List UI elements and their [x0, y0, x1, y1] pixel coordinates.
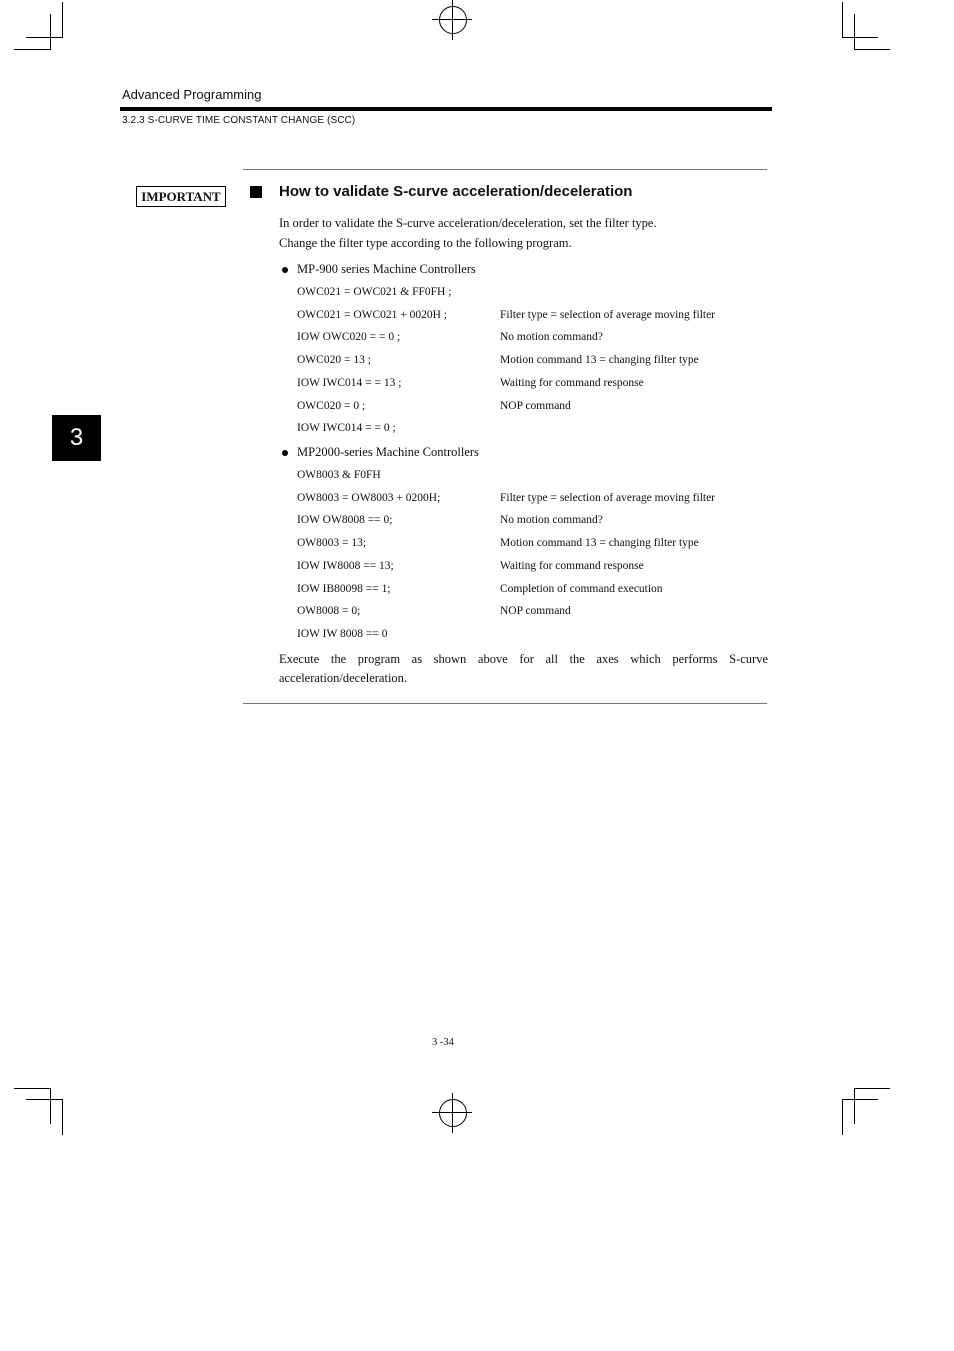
crop-mark [14, 49, 50, 50]
crop-mark [26, 37, 62, 38]
crop-mark [26, 1099, 62, 1100]
code-line: IOW IWC014 = = 13 ; [297, 377, 402, 389]
code-line: IOW IW 8008 == 0 [297, 628, 388, 640]
crop-mark [842, 2, 843, 38]
crop-mark [854, 49, 890, 50]
registration-mark [452, 1093, 453, 1133]
code-line: IOW IB80098 == 1; [297, 583, 391, 595]
crop-mark [62, 2, 63, 38]
registration-mark [439, 1099, 467, 1127]
code-line: OW8003 = OW8003 + 0200H; [297, 492, 441, 504]
section-top-rule [243, 169, 767, 170]
crop-mark [854, 1088, 890, 1089]
code-line: OW8008 = 0; [297, 605, 361, 617]
code-comment: NOP command [500, 605, 571, 617]
crop-mark [842, 37, 878, 38]
closing-paragraph: Execute the program as shown above for all the axes which performs S-curve acceleration/deceleration. [279, 652, 768, 685]
code-line: OWC021 = OWC021 & FF0FH ; [297, 286, 452, 298]
important-label: IMPORTANT [136, 186, 226, 207]
controller-group-title: MP2000-series Machine Controllers [297, 445, 479, 459]
header-rule [120, 107, 772, 111]
crop-mark [14, 1088, 50, 1089]
code-line: OWC020 = 0 ; [297, 400, 366, 412]
page-number: 3 -34 [432, 1037, 454, 1048]
code-line: IOW IW8008 == 13; [297, 560, 394, 572]
crop-mark [50, 14, 51, 50]
code-comment: Filter type = selection of average moving filter [500, 309, 716, 321]
code-comment: Motion command 13 = changing filter type [500, 537, 699, 549]
code-line: OWC021 = OWC021 + 0020H ; [297, 309, 448, 321]
crop-mark [50, 1088, 51, 1124]
bullet-icon [282, 267, 288, 273]
section-bottom-rule [243, 703, 767, 704]
crop-mark [842, 1099, 843, 1135]
crop-mark [854, 1088, 855, 1124]
running-header-section: 3.2.3 S-CURVE TIME CONSTANT CHANGE (SCC) [122, 115, 356, 126]
code-comment: No motion command? [500, 331, 603, 343]
crop-mark [842, 1099, 878, 1100]
registration-mark [439, 6, 467, 34]
code-comment: NOP command [500, 400, 571, 412]
running-header-title: Advanced Programming [122, 87, 262, 102]
chapter-tab: 3 [52, 415, 101, 461]
code-line: IOW OWC020 = = 0 ; [297, 331, 401, 343]
controller-group-title: MP-900 series Machine Controllers [297, 262, 476, 276]
intro-line: Change the filter type according to the following program. [279, 236, 572, 250]
code-comment: Completion of command execution [500, 583, 663, 595]
code-line: OWC020 = 13 ; [297, 354, 371, 366]
code-comment: Waiting for command response [500, 377, 644, 389]
code-line: IOW IWC014 = = 0 ; [297, 422, 396, 434]
intro-line: In order to validate the S-curve acceleration/deceleration, set the filter type. [279, 216, 657, 230]
bullet-icon [282, 450, 288, 456]
square-bullet-icon [250, 186, 262, 198]
code-line: OW8003 & F0FH [297, 469, 381, 481]
crop-mark [62, 1099, 63, 1135]
code-line: OW8003 = 13; [297, 537, 367, 549]
section-heading: How to validate S-curve acceleration/deceleration [279, 183, 633, 200]
code-comment: No motion command? [500, 514, 603, 526]
code-comment: Filter type = selection of average moving filter [500, 492, 716, 504]
registration-mark [452, 0, 453, 40]
crop-mark [854, 14, 855, 50]
code-comment: Motion command 13 = changing filter type [500, 354, 699, 366]
code-line: IOW OW8008 == 0; [297, 514, 393, 526]
code-comment: Waiting for command response [500, 560, 644, 572]
